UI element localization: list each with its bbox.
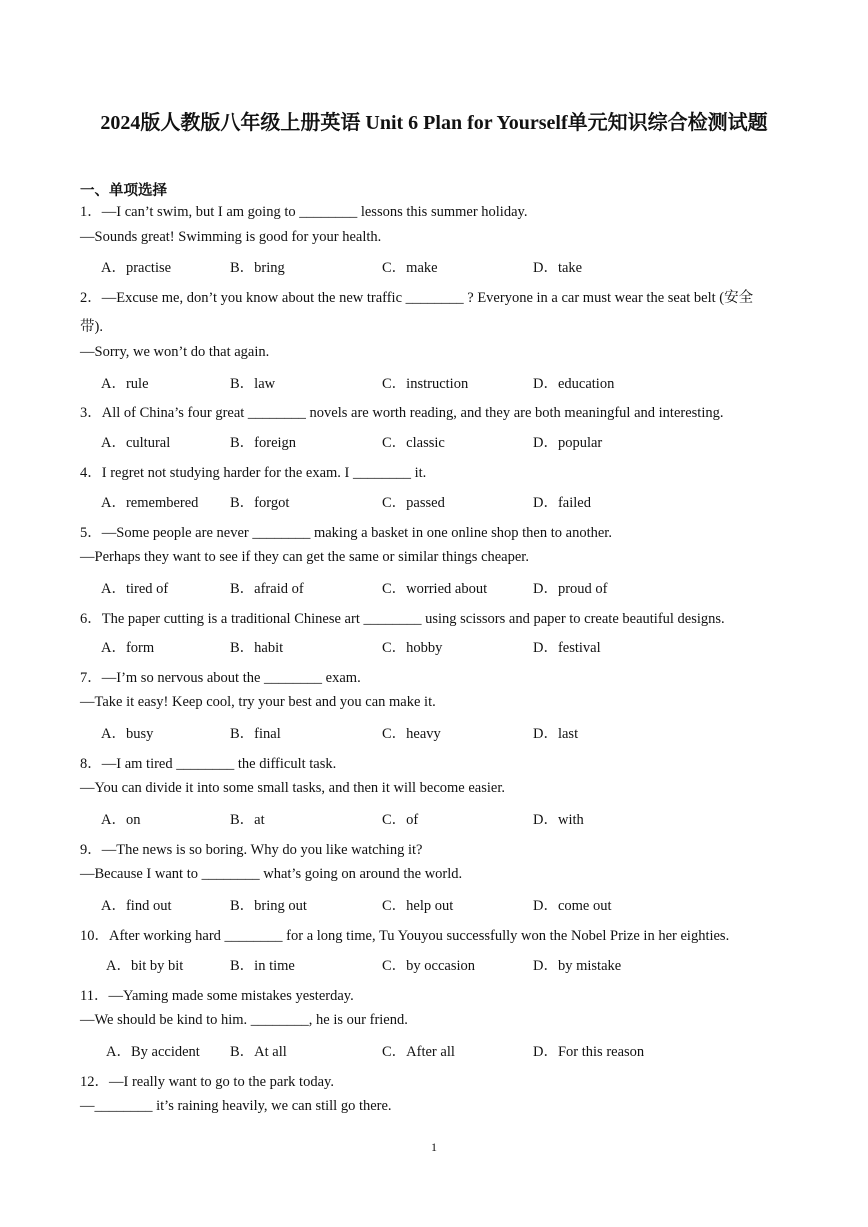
question-line: 12．—I really want to go to the park today. (80, 1074, 334, 1090)
question-line: 5．—Some people are never ________ making a basket in one online shop then to another. (80, 525, 612, 541)
option-a: A．By accident (106, 1044, 200, 1060)
section-heading: 一、单项选择 (80, 183, 167, 199)
option-b: B．in time (230, 958, 295, 974)
option-d: D．popular (533, 435, 603, 451)
question-line: 6．The paper cutting is a traditional Chinese art ________ using scissors and paper to create beautiful designs. (80, 611, 725, 627)
option-d: D．education (533, 376, 615, 392)
dialogue-line: —________ it’s raining heavily, we can still go there. (80, 1098, 392, 1114)
option-b: B．afraid of (230, 581, 304, 597)
option-b: B．forgot (230, 495, 290, 511)
page-number: 1 (431, 1140, 437, 1154)
option-a: A．tired of (101, 581, 169, 597)
question-line: 2．—Excuse me, don’t you know about the new traffic ________ ? Everyone in a car must wear the seat belt (安全 (80, 290, 754, 306)
dialogue-line: —Perhaps they want to see if they can get the same or similar things cheaper. (80, 549, 529, 565)
option-c: C．classic (382, 435, 445, 451)
option-b: B．final (230, 726, 281, 742)
dialogue-line: —You can divide it into some small tasks, and then it will become easier. (80, 780, 506, 796)
option-c: C．help out (382, 898, 454, 914)
dialogue-line: —Because I want to ________ what’s going on around the world. (80, 866, 463, 882)
option-c: C．worried about (382, 581, 488, 597)
dialogue-line: —Sounds great! Swimming is good for your health. (80, 229, 382, 245)
option-d: D．proud of (533, 581, 608, 597)
option-c: C．instruction (382, 376, 469, 392)
question-line: 3．All of China’s four great ________ novels are worth reading, and they are both meaningful and interesting. (80, 405, 724, 421)
option-b: B．At all (230, 1044, 287, 1060)
option-c: C．heavy (382, 726, 441, 742)
question-line: 10．After working hard ________ for a long time, Tu Youyou successfully won the Nobel Prize in her eighties. (80, 928, 730, 944)
option-d: D．failed (533, 495, 591, 511)
dialogue-line: —Sorry, we won’t do that again. (80, 344, 270, 360)
question-line: 4．I regret not studying harder for the exam. I ________ it. (80, 465, 427, 481)
option-b: B．bring out (230, 898, 307, 914)
option-d: D．take (533, 260, 583, 276)
option-a: A．form (101, 640, 155, 656)
option-c: C．hobby (382, 640, 443, 656)
option-a: A．busy (101, 726, 154, 742)
option-a: A．cultural (101, 435, 171, 451)
dialogue-line: —Take it easy! Keep cool, try your best and you can make it. (80, 694, 436, 710)
option-c: C．passed (382, 495, 445, 511)
option-d: D．come out (533, 898, 612, 914)
question-line: 7．—I’m so nervous about the ________ exam. (80, 670, 361, 686)
option-d: D．festival (533, 640, 601, 656)
option-a: A．find out (101, 898, 172, 914)
option-d: D．last (533, 726, 579, 742)
question-line: 9．—The news is so boring. Why do you like watching it? (80, 842, 423, 858)
option-a: A．remembered (101, 495, 199, 511)
option-c: C．by occasion (382, 958, 476, 974)
option-d: D．by mistake (533, 958, 622, 974)
option-a: A．rule (101, 376, 149, 392)
option-b: B．foreign (230, 435, 297, 451)
question-line: 8．—I am tired ________ the difficult task. (80, 756, 337, 772)
dialogue-line: —We should be kind to him. ________, he is our friend. (80, 1012, 408, 1028)
option-a: A．bit by bit (106, 958, 184, 974)
option-c: C．of (382, 812, 419, 828)
option-d: D．For this reason (533, 1044, 645, 1060)
question-line-continued: 带). (80, 319, 103, 335)
option-d: D．with (533, 812, 584, 828)
question-line: 11．—Yaming made some mistakes yesterday. (80, 988, 354, 1004)
option-b: B．law (230, 376, 276, 392)
option-b: B．bring (230, 260, 285, 276)
question-line: 1．—I can’t swim, but I am going to ________ lessons this summer holiday. (80, 204, 528, 220)
option-c: C．After all (382, 1044, 455, 1060)
option-a: A．on (101, 812, 141, 828)
option-a: A．practise (101, 260, 172, 276)
page-title: 2024版人教版八年级上册英语 Unit 6 Plan for Yourself单元知识综合检测试题 (100, 112, 768, 134)
option-c: C．make (382, 260, 438, 276)
option-b: B．habit (230, 640, 284, 656)
option-b: B．at (230, 812, 265, 828)
